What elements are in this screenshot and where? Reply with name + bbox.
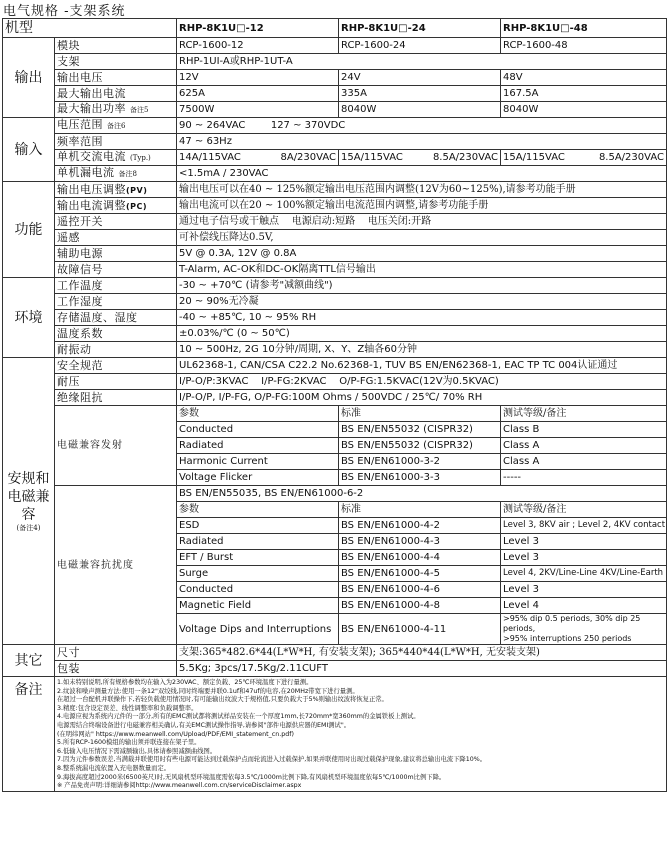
immunity-std: BS EN/EN61000-4-5 (339, 566, 501, 582)
row-sense (3, 230, 667, 246)
label-temp-coef: 温度系数 (55, 326, 177, 342)
row-storage (3, 310, 667, 326)
label-work-humidity: 工作湿度 (55, 294, 177, 310)
label-leakage: 单机漏电流 备注8 (55, 166, 177, 182)
row-output-current (3, 86, 667, 102)
size-value: 支架:365*482.6*44(L*W*H, 有安装支架); 365*440*44(L*W*H, 无安装支架) (177, 645, 667, 661)
emission-level: ----- (501, 470, 667, 486)
header-row (3, 19, 667, 38)
immunity-param: Voltage Dips and Interruptions (177, 614, 339, 645)
label-sense: 遥感 (55, 230, 177, 246)
label-rack: 支架 (55, 54, 177, 70)
notes-list (57, 679, 664, 791)
note-line: 5.所有RCP-1600模组的输出须并联连接在架子里。 (57, 739, 201, 747)
label-aux: 辅助电源 (55, 246, 177, 262)
immunity-param: ESD (177, 518, 339, 534)
category-function: 功能 (3, 182, 55, 278)
label-remote: 遥控开关 (55, 214, 177, 230)
immunity-param: Radiated (177, 534, 339, 550)
page-title: 电气规格 -支架系统 (3, 4, 126, 19)
ac-current-48: 15A/115VAC 8.5A/230VAC (501, 150, 667, 166)
category-notes: 备注 (3, 677, 55, 792)
row-isolation (3, 390, 667, 406)
note-line: 电源需结合终端设备进行电磁兼容相关确认,有关EMC测试操作指导,请参阅"部件电源供应器的EMI测试"。 (57, 721, 351, 729)
immunity-param: Surge (177, 566, 339, 582)
immunity-level: Level 3 (501, 550, 667, 566)
label-withstand: 耐压 (55, 374, 177, 390)
row-emission-header (3, 406, 667, 422)
output-current-12: 625A (177, 86, 339, 102)
row-pv (3, 182, 667, 198)
sense-value: 可补偿线压降达0.5V, (177, 230, 667, 246)
immunity-param: Magnetic Field (177, 598, 339, 614)
output-power-24: 8040W (339, 102, 501, 118)
label-module: 模块 (55, 38, 177, 54)
category-output: 输出 (3, 38, 55, 118)
immunity-level: Level 3, 8KV air ; Level 2, 4KV contact (501, 518, 667, 534)
label-vibration: 耐振动 (55, 342, 177, 358)
note-line: (在明纬网站" https://www.meanwell.com/Upload/PDF/EMI_statement_cn.pdf) (57, 730, 294, 738)
storage-value: -40 ~ +85℃, 10 ~ 95% RH (177, 310, 667, 326)
module-48: RCP-1600-48 (501, 38, 667, 54)
row-withstand (3, 374, 667, 390)
row-vibration (3, 342, 667, 358)
category-safety-emc: 安规和电磁兼容 (备注4) (3, 358, 55, 645)
row-ac-current (3, 150, 667, 166)
label-ac-current: 单机交流电流 (Typ.) (55, 150, 177, 166)
row-voltage-range (3, 118, 667, 134)
remote-value: 通过电子信号或干触点 电源启动:短路 电压关闭:开路 (177, 214, 667, 230)
label-isolation: 绝缘阻抗 (55, 390, 177, 406)
category-environment: 环境 (3, 278, 55, 358)
row-fault (3, 262, 667, 278)
label-work-temp: 工作温度 (55, 278, 177, 294)
label-pv: 输出电压调整(PV) (55, 182, 177, 198)
fault-value: T-Alarm, AC-OK和DC-OK隔离TTL信号输出 (177, 262, 667, 278)
immunity-std: BS EN/EN61000-4-2 (339, 518, 501, 534)
row-remote (3, 214, 667, 230)
row-safety-standards (3, 358, 667, 374)
note-line: 9.海拔高度超过2000米(6500英尺)时,无风扇机型环境温度需依每3.5℃/1000m比例下降,有风扇机型环境温度依每5℃/1000m比例下降。 (57, 773, 446, 781)
module-12: RCP-1600-12 (177, 38, 339, 54)
immunity-param: EFT / Burst (177, 550, 339, 566)
row-immunity-standards (3, 486, 667, 502)
note-line: 7.因为元件参数误差,当满载并联使用时有些电源可能达到过载保护点而轮流进入过载保护,如果并联使用时出现过载保护现象,建议将总输出电流下降10%。 (57, 756, 487, 764)
immunity-std: BS EN/EN61000-4-11 (339, 614, 501, 645)
row-work-humidity (3, 294, 667, 310)
row-module (3, 38, 667, 54)
note-line: 2.纹波和噪声测量方法:使用一条12"双绞线,同时终端要并联0.1uf和47uf的电容,在20MHz带宽下进行量测。 (57, 687, 359, 695)
withstand-value: I/P-O/P:3KVAC I/P-FG:2KVAC O/P-FG:1.5KVAC(12V为0.5KVAC) (177, 374, 667, 390)
row-output-power (3, 102, 667, 118)
emission-std: BS EN/EN61000-3-2 (339, 454, 501, 470)
emission-param: Conducted (177, 422, 339, 438)
emission-std: BS EN/EN55032 (CISPR32) (339, 438, 501, 454)
immunity-std: BS EN/EN61000-4-6 (339, 582, 501, 598)
label-voltage-range: 电压范围 备注6 (55, 118, 177, 134)
immunity-level: Level 4, 2KV/Line-Line 4KV/Line-Earth (501, 566, 667, 582)
label-fault: 故障信号 (55, 262, 177, 278)
ac-current-12: 14A/115VAC 8A/230VAC (177, 150, 339, 166)
output-voltage-48: 48V (501, 70, 667, 86)
vibration-value: 10 ~ 500Hz, 2G 10分钟/周期, X、Y、Z轴各60分钟 (177, 342, 667, 358)
label-output-current: 最大输出电流 (55, 86, 177, 102)
output-current-24: 335A (339, 86, 501, 102)
note-line: 1.如未特别说明,所有规格参数均在输入为230VAC、额定负载、25℃环境温度下进行量测。 (57, 679, 313, 686)
immunity-std: BS EN/EN61000-4-8 (339, 598, 501, 614)
note-line: 6.低输入电压情况下需减额输出,具体请参照减额曲线图。 (57, 747, 217, 755)
immunity-level: >95% dip 0.5 periods, 30% dip 25 periods, >95% interruptions 250 periods (501, 614, 667, 645)
emission-std: BS EN/EN61000-3-3 (339, 470, 501, 486)
immunity-level: Level 3 (501, 534, 667, 550)
immunity-header-param: 参数 (177, 502, 339, 518)
leakage-value: <1.5mA / 230VAC (177, 166, 667, 182)
spec-table (2, 18, 667, 792)
immunity-standards-line: BS EN/EN55035, BS EN/EN61000-6-2 (177, 486, 667, 502)
emission-level: Class A (501, 438, 667, 454)
note-line: ※ 产品免责声明:详细请参阅http://www.meanwell.com.cn/serviceDisclaimer.aspx (57, 782, 302, 790)
row-packing (3, 661, 667, 677)
emission-level: Class B (501, 422, 667, 438)
emission-header-param: 参数 (177, 406, 339, 422)
emission-param: Radiated (177, 438, 339, 454)
label-pc: 输出电流调整(PC) (55, 198, 177, 214)
output-power-48: 8040W (501, 102, 667, 118)
pc-value: 输出电流可以在20 ~ 100%额定输出电流范围内调整,请参考功能手册 (177, 198, 667, 214)
immunity-level: Level 4 (501, 598, 667, 614)
note-line: 3.精度:包含设定误差、线性调整率和负载调整率。 (57, 704, 198, 712)
label-storage: 存储温度、湿度 (55, 310, 177, 326)
immunity-std: BS EN/EN61000-4-4 (339, 550, 501, 566)
aux-value: 5V @ 0.3A, 12V @ 0.8A (177, 246, 667, 262)
ac-current-24: 15A/115VAC 8.5A/230VAC (339, 150, 501, 166)
output-voltage-12: 12V (177, 70, 339, 86)
work-humidity-value: 20 ~ 90%无冷凝 (177, 294, 667, 310)
label-safety-standards: 安全规范 (55, 358, 177, 374)
row-pc (3, 198, 667, 214)
label-emc-emission: 电磁兼容发射 (55, 406, 177, 486)
model-48: RHP-8K1U□-48 (501, 19, 667, 38)
row-size (3, 645, 667, 661)
rack-value: RHP-1UI-A或RHP-1UT-A (177, 54, 667, 70)
emission-param: Voltage Flicker (177, 470, 339, 486)
temp-coef-value: ±0.03%/℃ (0 ~ 50℃) (177, 326, 667, 342)
safety-standards-value: UL62368-1, CAN/CSA C22.2 No.62368-1, TUV BS EN/EN62368-1, EAC TP TC 004认证通过 (177, 358, 667, 374)
immunity-header-std: 标准 (339, 502, 501, 518)
notes-cell (55, 677, 667, 792)
emission-header-std: 标准 (339, 406, 501, 422)
label-output-voltage: 输出电压 (55, 70, 177, 86)
voltage-range-value: 90 ~ 264VAC 127 ~ 370VDC (177, 118, 667, 134)
row-leakage (3, 166, 667, 182)
model-12: RHP-8K1U□-12 (177, 19, 339, 38)
category-input: 输入 (3, 118, 55, 182)
label-size: 尺寸 (55, 645, 177, 661)
note-line: 8.整系统漏电流依置入充电器数量而定。 (57, 764, 171, 772)
label-frequency: 频率范围 (55, 134, 177, 150)
output-current-48: 167.5A (501, 86, 667, 102)
frequency-value: 47 ~ 63Hz (177, 134, 667, 150)
output-power-12: 7500W (177, 102, 339, 118)
model-24: RHP-8K1U□-24 (339, 19, 501, 38)
row-rack (3, 54, 667, 70)
immunity-param: Conducted (177, 582, 339, 598)
note-line: 在超过一台配机并联操作下,若轻负载使用情况时,有可能输出纹波大于规格值,只要负载大于5%则输出纹波将恢复正常。 (57, 696, 388, 704)
category-other: 其它 (3, 645, 55, 677)
label-output-power: 最大输出功率 备注5 (55, 102, 177, 118)
label-emc-immunity: 电磁兼容抗扰度 (55, 486, 177, 645)
emission-std: BS EN/EN55032 (CISPR32) (339, 422, 501, 438)
row-temp-coef (3, 326, 667, 342)
emission-level: Class A (501, 454, 667, 470)
model-label: 机型 (3, 19, 177, 38)
row-work-temp (3, 278, 667, 294)
packing-value: 5.5Kg; 3pcs/17.5Kg/2.11CUFT (177, 661, 667, 677)
note-line: 4.电源应视为系统内元件的一部分,所有的EMC测试都将测试样品安装在一个厚度1mm,长720mm*宽360mm的金属铁板上测试。 (57, 713, 420, 721)
row-aux (3, 246, 667, 262)
module-24: RCP-1600-24 (339, 38, 501, 54)
row-frequency (3, 134, 667, 150)
work-temp-value: -30 ~ +70℃ (请参考"减额曲线") (177, 278, 667, 294)
immunity-level: Level 3 (501, 582, 667, 598)
emission-param: Harmonic Current (177, 454, 339, 470)
output-voltage-24: 24V (339, 70, 501, 86)
row-output-voltage (3, 70, 667, 86)
row-notes (3, 677, 667, 792)
immunity-std: BS EN/EN61000-4-3 (339, 534, 501, 550)
isolation-value: I/P-O/P, I/P-FG, O/P-FG:100M Ohms / 500VDC / 25℃/ 70% RH (177, 390, 667, 406)
label-packing: 包装 (55, 661, 177, 677)
immunity-header-level: 测试等级/备注 (501, 502, 667, 518)
pv-value: 输出电压可以在40 ~ 125%额定输出电压范围内调整(12V为60~125%),请参考功能手册 (177, 182, 667, 198)
emission-header-level: 测试等级/备注 (501, 406, 667, 422)
